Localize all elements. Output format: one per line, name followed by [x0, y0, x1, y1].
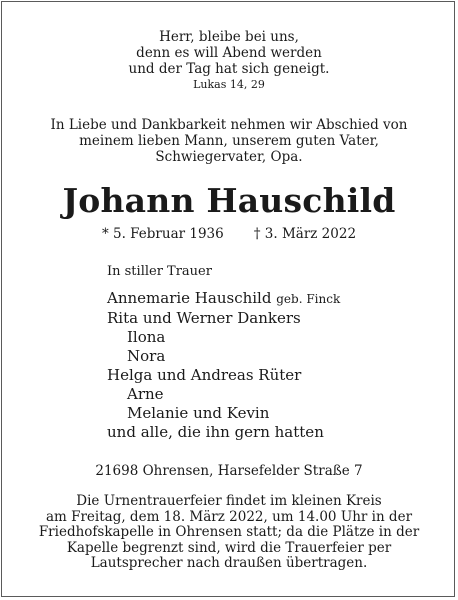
deceased-name: Johann Hauschild [62, 181, 396, 220]
mourner-name: und alle, die ihn gern hatten [107, 423, 324, 441]
farewell-line: In Liebe und Dankbarkeit nehmen wir Abschied von [50, 117, 408, 133]
notice-line: Kapelle begrenzt sind, wird die Trauerfeier per [66, 539, 392, 556]
mourner-name: Arne [127, 385, 164, 403]
notice-line: Friedhofskapelle in Ohrensen statt; da die Plätze in der [38, 524, 420, 540]
birth-date: * 5. Februar 1936 [101, 226, 224, 242]
mourner-name: Rita und Werner Dankers [107, 309, 301, 327]
mourner-name: Ilona [127, 328, 166, 346]
notice-line: am Freitag, dem 18. März 2022, um 14.00 Uhr in der [45, 508, 413, 525]
mourning-label: In stiller Trauer [107, 264, 212, 279]
mourner-name [107, 289, 340, 309]
verse-reference: Lukas 14, 29 [193, 78, 265, 91]
farewell-text [0, 117, 458, 165]
mourner-name: Melanie und Kevin [127, 404, 270, 422]
death-date: † 3. März 2022 [253, 226, 357, 242]
maiden-name: geb. Finck [276, 292, 341, 306]
notice-line: Die Urnentrauerfeier findet im kleinen Kreis [76, 493, 382, 509]
mourner-name: Helga und Andreas Rüter [107, 366, 302, 384]
notice-line: Lautsprecher nach draußen übertragen. [90, 555, 368, 571]
mourners-list [107, 289, 340, 442]
mourner-name: Nora [127, 347, 166, 365]
mourner-name-text: Annemarie Hauschild [107, 289, 272, 307]
life-dates [0, 226, 458, 242]
funeral-notice [0, 494, 458, 572]
verse-line: und der Tag hat sich geneigt. [128, 61, 330, 77]
family-address: 21698 Ohrensen, Harsefelder Straße 7 [95, 463, 363, 479]
verse-line: denn es will Abend werden [136, 45, 322, 61]
verse-line: Herr, bleibe bei uns, [159, 29, 299, 45]
farewell-line: meinem lieben Mann, unserem guten Vater, [79, 133, 379, 149]
farewell-line: Schwiegervater, Opa. [155, 149, 303, 165]
bible-verse [0, 29, 458, 77]
